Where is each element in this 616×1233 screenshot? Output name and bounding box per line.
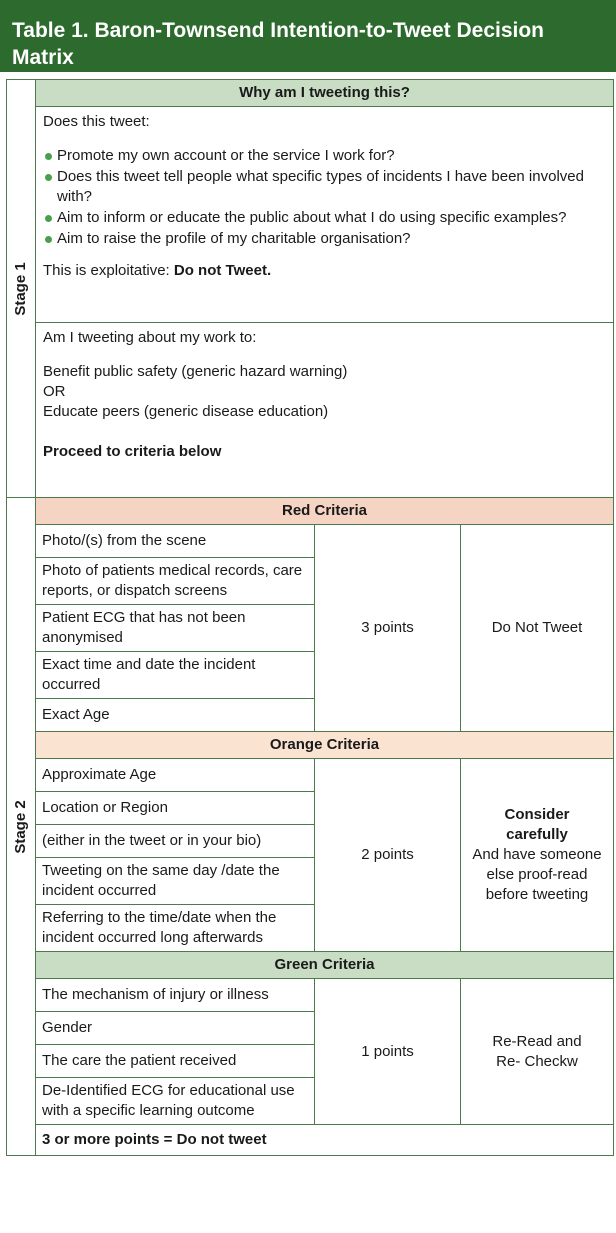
orange-criteria-header: Orange Criteria [36, 732, 614, 759]
table-title-line-2: Matrix [12, 46, 74, 69]
points-threshold-footer: 3 or more points = Do not tweet [36, 1125, 614, 1156]
stage-2-label: Stage 2 [7, 498, 36, 1156]
table-row [7, 80, 614, 107]
red-criteria-item: Patient ECG that has not been anonymised [36, 605, 315, 652]
list-item: Aim to inform or educate the public about what I do using specific examples? [43, 208, 606, 228]
red-criteria-item: Photo of patients medical records, care reports, or dispatch screens [36, 558, 315, 605]
red-points: 3 points [315, 525, 461, 732]
red-criteria-header: Red Criteria [36, 498, 614, 525]
green-action: Re-Read and Re- Checkw [461, 979, 614, 1125]
red-criteria-item: Exact time and date the incident occurred [36, 652, 315, 699]
table-row [7, 759, 614, 792]
table-row [7, 107, 614, 323]
orange-criteria-item: Referring to the time/date when the incident occurred long afterwards [36, 905, 315, 952]
green-criteria-item: The mechanism of injury or illness [36, 979, 315, 1012]
orange-action-emphasis: Consider carefully [504, 806, 570, 843]
purpose-educate-peers: Educate peers (generic disease education) [43, 403, 329, 420]
orange-criteria-item: (either in the tweet or in your bio) [36, 825, 315, 858]
purpose-or: OR [43, 383, 66, 400]
green-criteria-item: De-Identified ECG for educational use with a specific learning outcome [36, 1078, 315, 1125]
table-row [7, 1125, 614, 1156]
table-title-line-1: Table 1. Baron-Townsend Intention-to-Tweet Decision [12, 19, 545, 42]
orange-points: 2 points [315, 759, 461, 952]
green-criteria-item: Gender [36, 1012, 315, 1045]
red-criteria-item: Exact Age [36, 699, 315, 732]
purpose-check-box [36, 323, 614, 498]
orange-criteria-item: Location or Region [36, 792, 315, 825]
orange-criteria-item: Tweeting on the same day /date the incident occurred [36, 858, 315, 905]
orange-action-detail: And have someone else proof-read before tweeting [472, 846, 602, 903]
decision-matrix-table [6, 79, 614, 1156]
table-row [7, 498, 614, 525]
orange-criteria-item: Approximate Age [36, 759, 315, 792]
table-row [7, 732, 614, 759]
exploitative-check-box [36, 107, 614, 323]
list-item: Aim to raise the profile of my charitable organisation? [43, 229, 606, 249]
purpose-intro: Am I tweeting about my work to: [43, 329, 257, 346]
purpose-public-safety: Benefit public safety (generic hazard warning) [43, 363, 348, 380]
exploitative-conclusion: This is exploitative: Do not Tweet. [43, 262, 272, 279]
green-criteria-item: The care the patient received [36, 1045, 315, 1078]
list-item: Does this tweet tell people what specific types of incidents I have been involved with? [43, 167, 606, 207]
table-row [7, 323, 614, 498]
list-item: Promote my own account or the service I work for? [43, 146, 606, 166]
exploitative-bullet-list [43, 146, 606, 249]
green-points: 1 points [315, 979, 461, 1125]
red-criteria-item: Photo/(s) from the scene [36, 525, 315, 558]
orange-action [461, 759, 614, 952]
table-row [7, 979, 614, 1012]
stage-1-header: Why am I tweeting this? [36, 80, 614, 107]
red-action: Do Not Tweet [461, 525, 614, 732]
exploitative-intro: Does this tweet: [43, 113, 150, 130]
green-criteria-header: Green Criteria [36, 952, 614, 979]
proceed-instruction: Proceed to criteria below [43, 443, 222, 460]
stage-1-label: Stage 1 [7, 80, 36, 498]
table-title [0, 0, 616, 72]
table-row [7, 952, 614, 979]
table-row [7, 525, 614, 558]
